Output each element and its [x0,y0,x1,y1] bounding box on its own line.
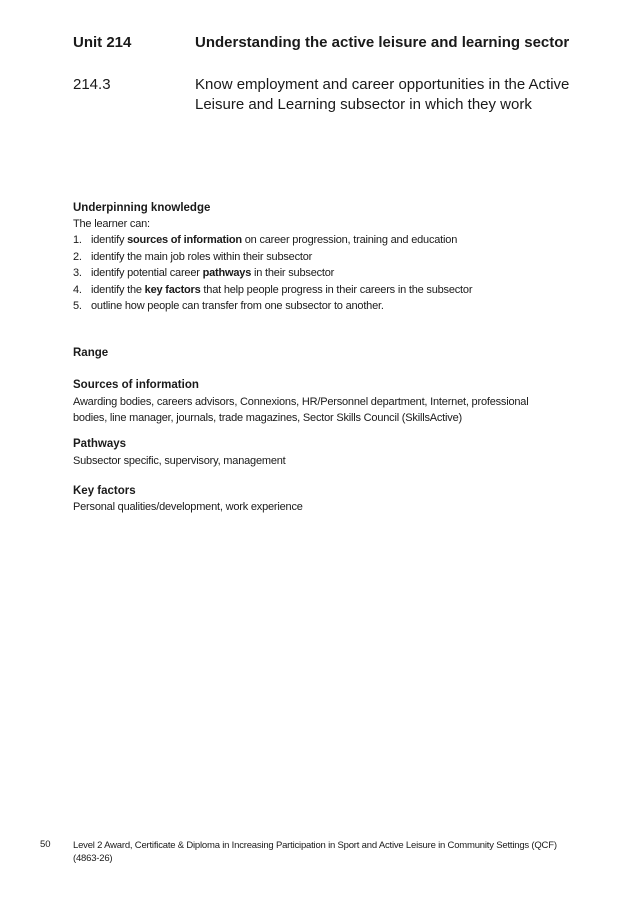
footer-text: Level 2 Award, Certificate & Diploma in Increasing Participation in Sport and Active Leisure in Community Settings (QCF) (4863-26) [73,840,557,864]
list-item-bold: sources of information [127,234,242,246]
unit-label: Unit 214 [73,34,132,51]
pathways-heading: Pathways [73,438,127,450]
list-item-number: 3. [73,267,82,279]
list-item [73,265,563,282]
outcome-title: Know employment and career opportunities in the Active Leisure and Learning subsector in which they work [195,76,570,113]
sources-text: Awarding bodies, careers advisors, Connexions, HR/Personnel department, Internet, professional bodies, line manager, journals, trade magazines, Sector Skills Council (SkillsActive) [73,396,529,424]
key-factors-text: Personal qualities/development, work experience [73,501,303,513]
unit-title: Understanding the active leisure and learning sector [195,34,570,51]
list-item-number: 2. [73,250,82,263]
list-item-bold: key factors [144,283,201,296]
outcome-number: 214.3 [73,76,111,93]
list-item-text: identify the [91,283,145,296]
list-item-number: 5. [73,300,82,312]
key-factors-heading: Key factors [73,485,136,497]
range-heading: Range [73,347,109,359]
list-item-text: on career progression, training and education [241,234,458,246]
list-item-text: identify the main job roles within their subsector [91,250,313,263]
list-item-text: identify [91,234,128,246]
knowledge-intro: The learner can: [73,218,150,230]
list-item-number: 1. [73,234,82,246]
learning-outcome-header [73,75,573,115]
list-item [73,282,563,299]
knowledge-list [73,232,563,315]
knowledge-heading: Underpinning knowledge [73,202,211,214]
list-item-text: in their subsector [251,267,335,279]
list-item-text: identify potential career [91,267,203,279]
list-item [73,249,563,266]
sources-heading: Sources of information [73,379,199,391]
list-item-text: that help people progress in their careers in the subsector [200,283,473,296]
pathways-text: Subsector specific, supervisory, management [73,455,286,467]
list-item-number: 4. [73,283,82,296]
list-item [73,298,563,315]
list-item-text: outline how people can transfer from one subsector to another. [91,300,384,312]
unit-header [73,33,573,53]
list-item [73,232,563,249]
page-number: 50 [40,839,51,850]
list-item-bold: pathways [202,267,252,279]
